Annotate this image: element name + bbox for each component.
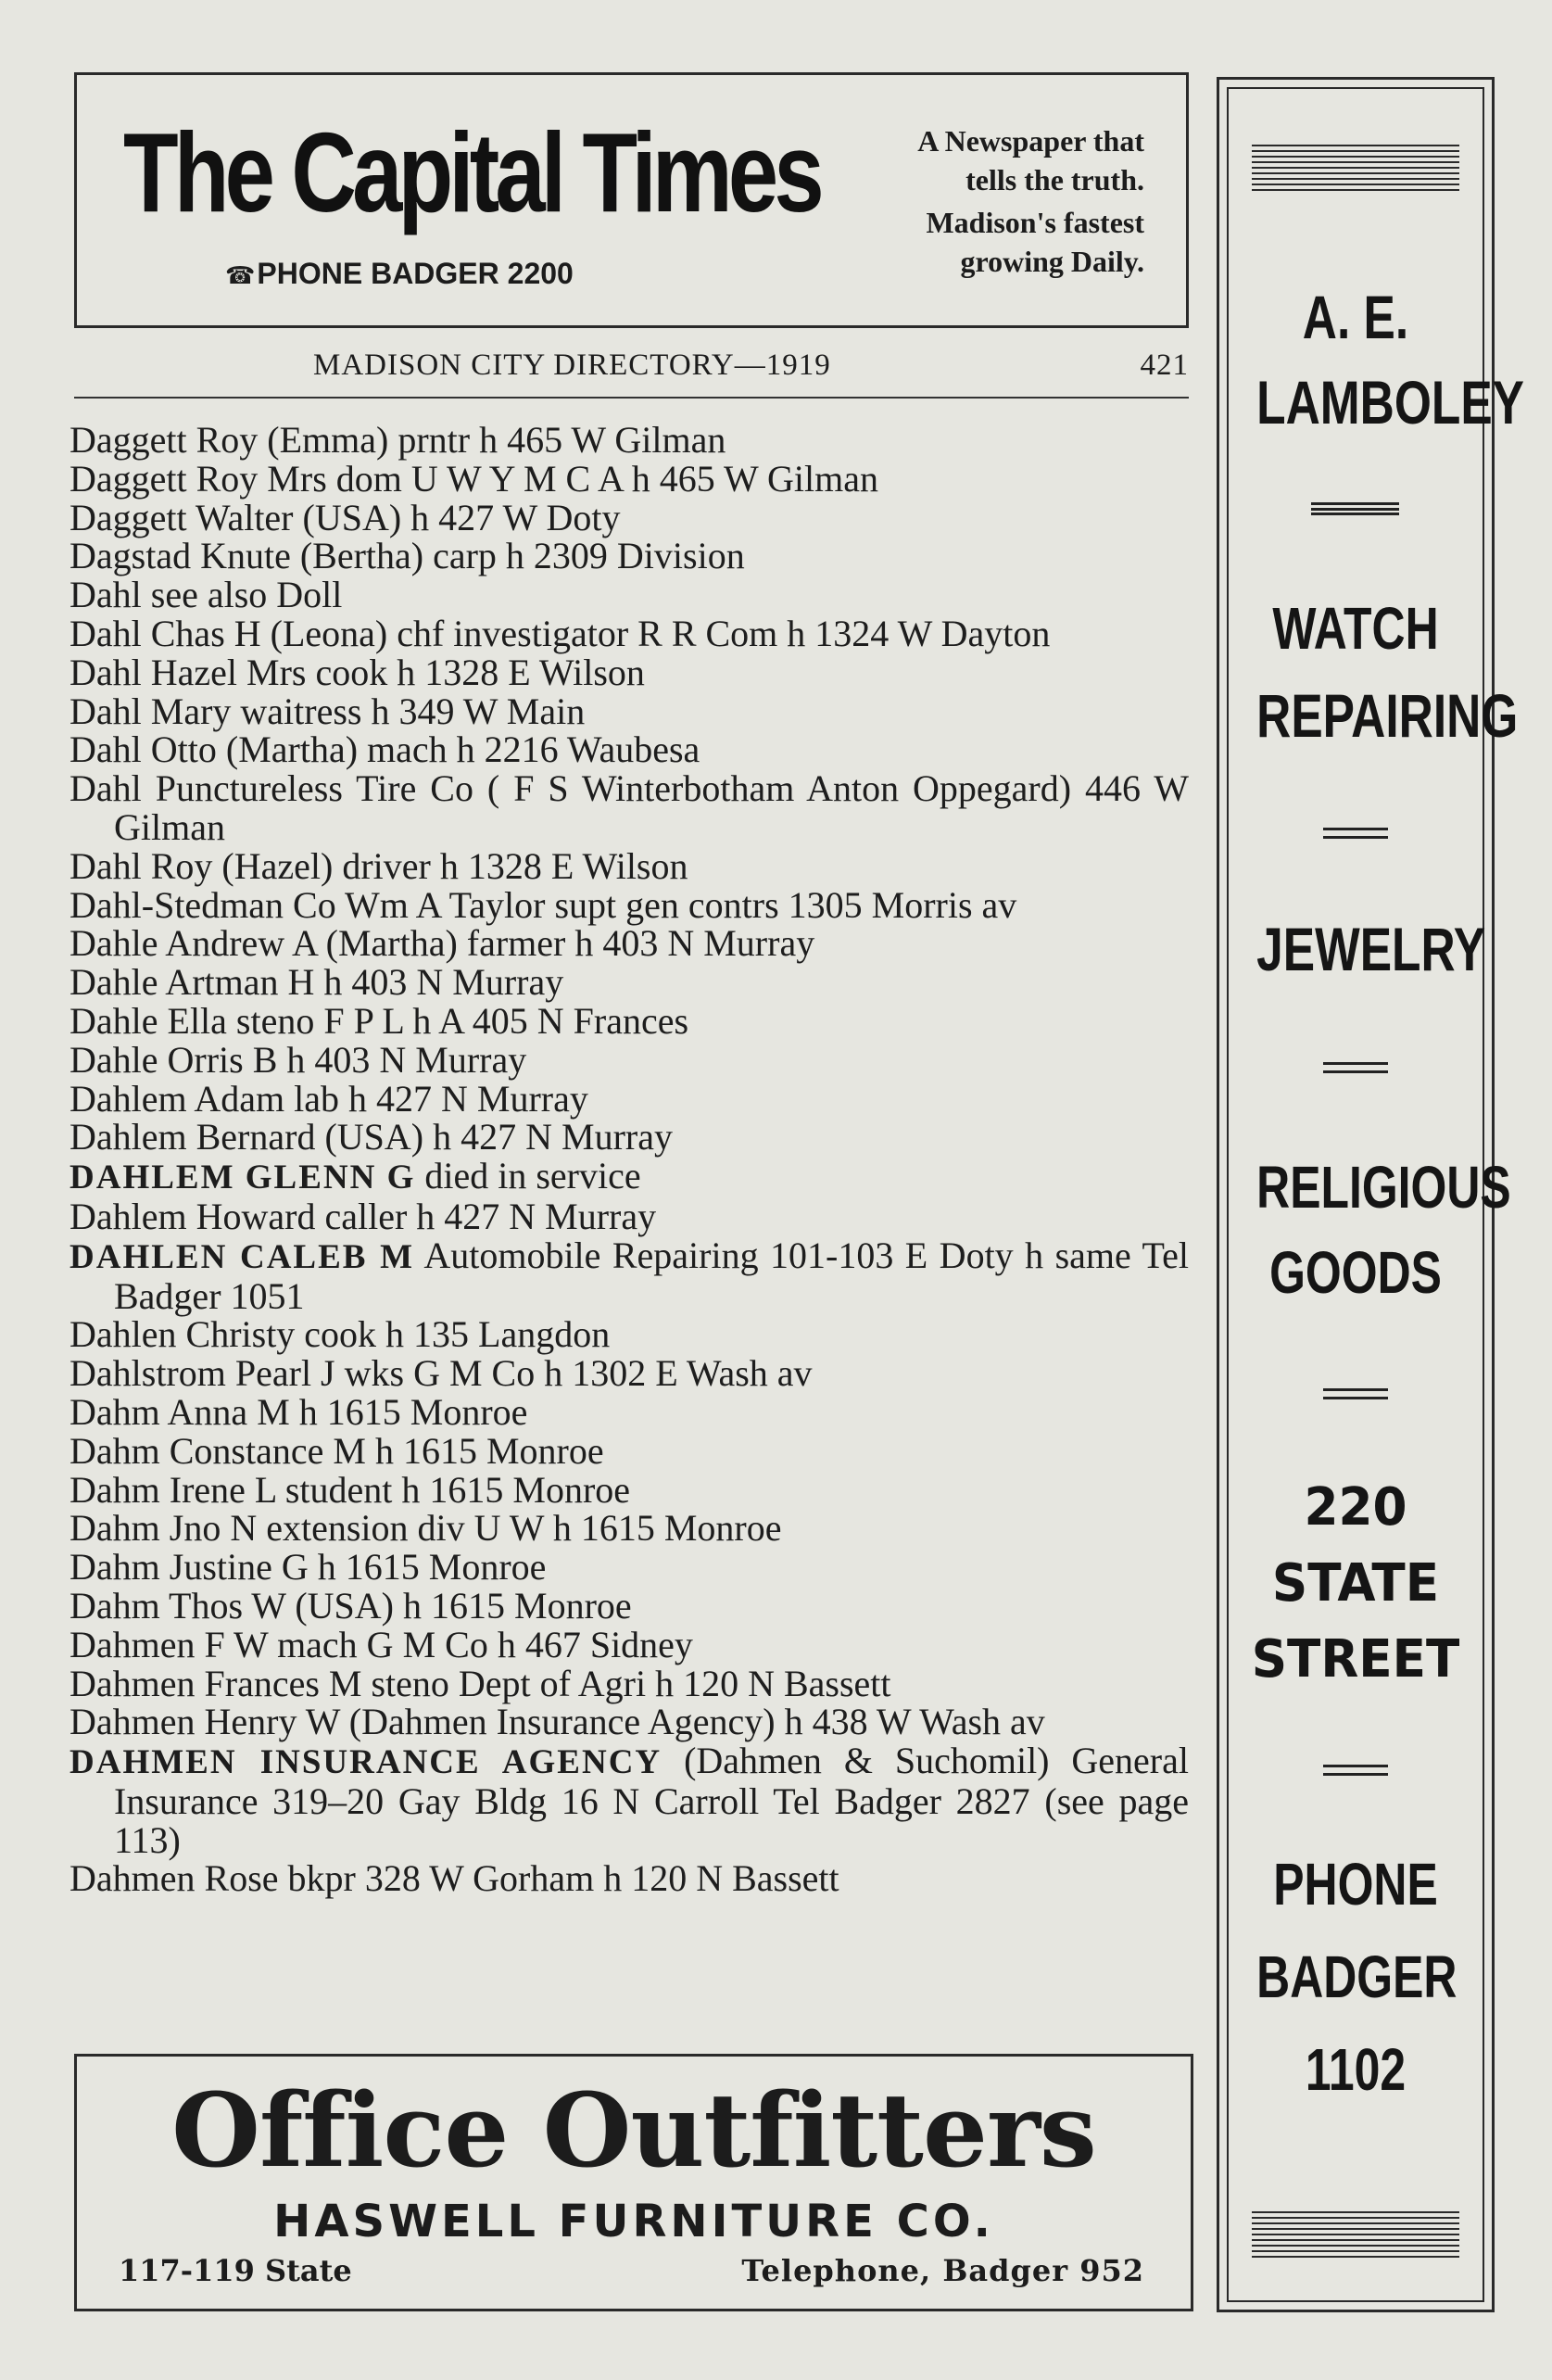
list-item: Dahl Otto (Martha) mach h 2216 Waubesa [69, 728, 700, 771]
slogan-line: Madison's fastest [926, 206, 1144, 239]
list-item: Dahm Irene L student h 1615 Monroe [69, 1468, 631, 1511]
list-item: Dahm Anna M h 1615 Monroe [69, 1390, 528, 1433]
ad-address: STREET [1251, 1629, 1460, 1690]
office-outfitters-ad [74, 2054, 1193, 2311]
entry-name-bold: DAHMEN INSURANCE AGENCY [69, 1743, 662, 1782]
ad-phone: PHONE [1273, 1851, 1438, 1918]
list-item: Dahl Hazel Mrs cook h 1328 E Wilson [69, 651, 645, 693]
list-item: Dahlen Christy cook h 135 Langdon [69, 1313, 611, 1356]
capital-times-ad [74, 72, 1189, 328]
entry-text: (Dahmen & Suchomil) General Insurance 319–20 Gay Bldg 16 N Carroll Tel Badger 2827 (see page 113) [114, 1740, 1189, 1861]
ad-service: JEWELRY [1256, 915, 1486, 983]
slogan-line: growing Daily. [960, 245, 1144, 278]
entry-text: Automobile Repairing 101-103 E Doty h same Tel Badger 1051 [114, 1234, 1189, 1317]
list-item: Dahl Chas H (Leona) chf investigator R R Com h 1324 W Dayton [69, 612, 1051, 654]
list-item: Dahmen F W mach G M Co h 467 Sidney [69, 1623, 693, 1665]
page-number: 421 [1140, 348, 1189, 382]
ad-address: 220 [1304, 1477, 1407, 1538]
newspaper-name: The Capital Times [123, 109, 820, 235]
list-item-bold [69, 1236, 1189, 1316]
list-item: Dahlem Howard caller h 427 N Murray [69, 1195, 657, 1237]
list-item: Dahlem Bernard (USA) h 427 N Murray [69, 1116, 673, 1158]
list-item: Daggett Walter (USA) h 427 W Doty [69, 496, 621, 538]
entry-name-bold: DAHLEM GLENN G [69, 1158, 416, 1197]
list-item: Dahle Ella steno F P L h A 405 N Frances [69, 999, 689, 1042]
list-item: Dahle Orris B h 403 N Murray [69, 1038, 527, 1081]
list-item: Dagstad Knute (Bertha) carp h 2309 Division [69, 535, 745, 577]
telephone-icon: ☎ [225, 261, 256, 289]
list-item: Dahl-Stedman Co Wm A Taylor supt gen contrs 1305 Morris av [69, 883, 1017, 926]
list-item: Dahm Thos W (USA) h 1615 Monroe [69, 1584, 632, 1627]
list-item: Dahmen Henry W (Dahmen Insurance Agency) h 438 W Wash av [69, 1701, 1045, 1743]
separator-rule [1311, 502, 1399, 515]
ad-service: GOODS [1269, 1239, 1442, 1306]
directory-title: MADISON CITY DIRECTORY—1919 [313, 348, 831, 382]
list-item: Dahle Andrew A (Martha) farmer h 403 N Murray [69, 922, 815, 965]
separator-rule [1323, 1765, 1388, 1776]
list-item: Dahl Mary waitress h 349 W Main [69, 690, 586, 732]
decorative-rule [1252, 145, 1459, 191]
list-item: Dahm Justine G h 1615 Monroe [69, 1546, 547, 1589]
ad-address: STATE [1271, 1553, 1440, 1614]
separator-rule [1323, 828, 1388, 839]
list-item: Dahmen Frances M steno Dept of Agri h 120 N Bassett [69, 1662, 891, 1704]
ad-inner-frame [1227, 87, 1524, 2302]
slogan-line: tells the truth. [965, 163, 1144, 196]
newspaper-phone [225, 257, 574, 291]
lamboley-ad [1217, 77, 1524, 2312]
ad-service: WATCH [1272, 595, 1439, 662]
list-item-bold [69, 1741, 1189, 1859]
separator-rule [1323, 1062, 1388, 1073]
ad-phone: 1102 [1305, 2036, 1407, 2103]
list-item: Dahlem Adam lab h 427 N Murray [69, 1077, 588, 1120]
list-item: Dahl Punctureless Tire Co ( F S Winterbotham Anton Oppegard) 446 W Gilman [69, 767, 1189, 848]
ad-phone: BADGER [1256, 1943, 1457, 2010]
ad-headline: Office Outfitters [171, 2070, 1096, 2190]
ad-address: 117-119 State [119, 2253, 352, 2288]
list-item: Daggett Roy Mrs dom U W Y M C A h 465 W Gilman [69, 457, 878, 500]
list-item: Dahmen Rose bkpr 328 W Gorham h 120 N Bassett [69, 1857, 839, 1900]
ad-telephone: Telephone, Badger 952 [741, 2253, 1144, 2288]
ad-initials: A. E. [1302, 283, 1409, 351]
list-item: Dahl see also Doll [69, 574, 343, 616]
separator-rule [1323, 1388, 1388, 1399]
page-header [74, 345, 1189, 399]
newspaper-phone-text: PHONE BADGER 2200 [257, 257, 574, 290]
ad-service: RELIGIOUS [1256, 1154, 1511, 1221]
list-item: Daggett Roy (Emma) prntr h 465 W Gilman [69, 419, 726, 461]
ad-business-name: LAMBOLEY [1256, 368, 1524, 437]
slogan-truth [774, 121, 1144, 199]
list-item-bold [69, 1157, 1189, 1197]
entry-text: died in service [415, 1155, 641, 1197]
list-item: Dahm Jno N extension div U W h 1615 Monroe [69, 1507, 782, 1550]
directory-listing [69, 421, 1189, 1898]
ad-company: HASWELL FURNITURE CO. [273, 2196, 994, 2247]
list-item: Dahl Roy (Hazel) driver h 1328 E Wilson [69, 844, 688, 887]
slogan-growing [774, 203, 1144, 281]
list-item: Dahlstrom Pearl J wks G M Co h 1302 E Wash av [69, 1352, 813, 1395]
slogan-line: A Newspaper that [917, 124, 1144, 158]
list-item: Dahm Constance M h 1615 Monroe [69, 1429, 604, 1472]
entry-name-bold: DAHLEN CALEB M [69, 1237, 415, 1276]
list-item: Dahle Artman H h 403 N Murray [69, 961, 564, 1004]
ad-service: REPAIRING [1256, 681, 1519, 750]
decorative-rule [1252, 2211, 1459, 2258]
